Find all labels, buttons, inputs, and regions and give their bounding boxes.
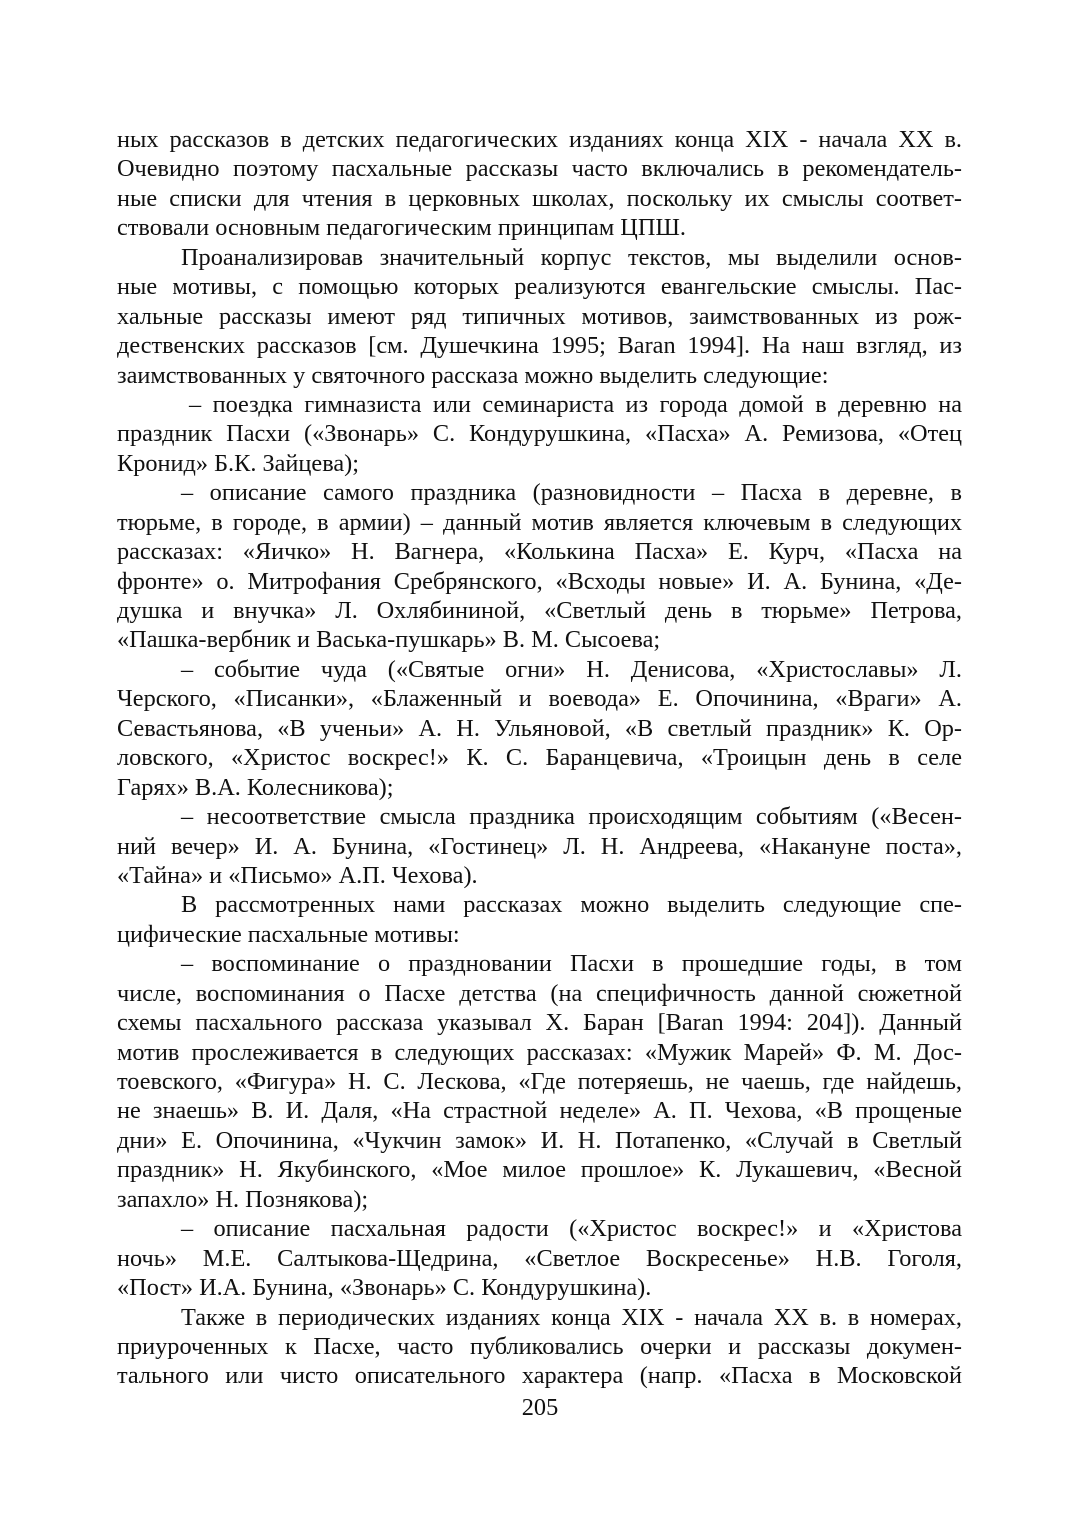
- text-line: – воспоминание о праздновании Пасхи в прошедшие годы, в том: [181, 950, 962, 978]
- text-line: схемы пасхального рассказа указывал Х. Баран [Baran 1994: 204]). Данный: [117, 1009, 962, 1037]
- text-line: не знаешь» В. И. Даля, «На страстной неделе» А. П. Чехова, «В прощеные: [117, 1097, 962, 1125]
- text-line: – описание самого праздника (разновидности – Пасха в деревне, в: [181, 479, 962, 507]
- text-line: дни» Е. Опочинина, «Чукчин замок» И. Н. Потапенко, «Случай в Светлый: [117, 1126, 962, 1154]
- text-line: мотив прослеживается в следующих рассказах: «Мужик Марей» Ф. М. Дос-: [117, 1038, 962, 1066]
- text-line: – поездка гимназиста или семинариста из города домой в деревню на: [189, 390, 962, 418]
- text-line: праздник» Н. Якубинского, «Мое милое прошлое» К. Лукашевич, «Весной: [117, 1156, 962, 1184]
- text-line: ний вечер» И. А. Бунина, «Гостинец» Л. Н. Андреева, «Накануне поста»,: [117, 832, 962, 860]
- text-line: Севастьянова, «В ученьи» А. Н. Ульяновой, «В светлый праздник» К. Ор-: [117, 714, 962, 742]
- text-line: «Пост» И.А. Бунина, «Звонарь» С. Кондурушкина).: [117, 1274, 652, 1302]
- text-line: Черского, «Писанки», «Блаженный и воевода» Е. Опочинина, «Враги» А.: [117, 685, 962, 713]
- text-line: Гарях» В.А. Колесникова);: [117, 773, 394, 801]
- text-line: – описание пасхальная радости («Христос воскрес!» и «Христова: [181, 1215, 962, 1243]
- text-line: Кронид» Б.К. Зайцева);: [117, 449, 359, 477]
- text-line: «Пашка-вербник и Васька-пушкарь» В. М. Сысоева;: [117, 626, 661, 654]
- text-line: Проанализировав значительный корпус текстов, мы выделили основ-: [181, 243, 962, 271]
- text-line: тального или чисто описательного характера (напр. «Пасха в Московской: [117, 1362, 962, 1390]
- text-line: рассказах: «Яичко» Н. Вагнера, «Колькина Пасха» Е. Курч, «Пасха на: [117, 538, 962, 566]
- text-line: ствовали основным педагогическим принципам ЦПШ.: [117, 214, 686, 242]
- text-line: – несоответствие смысла праздника происходящим событиям («Весен-: [181, 803, 962, 831]
- text-line: ные списки для чтения в церковных школах, поскольку их смыслы соответ-: [117, 184, 962, 212]
- text-line: запахло» Н. Познякова);: [117, 1185, 369, 1213]
- text-line: ных рассказов в детских педагогических изданиях конца XIX - начала XX в.: [117, 126, 962, 153]
- text-line: тоевского, «Фигура» Н. С. Лескова, «Где потеряешь, не чаешь, где найдешь,: [117, 1068, 962, 1095]
- text-line: «Тайна» и «Письмо» А.П. Чехова).: [117, 861, 478, 889]
- page-body: [117, 125, 962, 1391]
- text-line: цифические пасхальные мотивы:: [117, 920, 460, 948]
- text-line: Очевидно поэтому пасхальные рассказы часто включались в рекомендатель-: [117, 155, 962, 183]
- text-line: душка и внучка» Л. Охлябининой, «Светлый день в тюрьме» Петрова,: [117, 597, 962, 624]
- text-line: ночь» М.Е. Салтыкова-Щедрина, «Светлое Воскресенье» Н.В. Гоголя,: [117, 1244, 962, 1272]
- text-line: Также в периодических изданиях конца XIX - начала XX в. в номерах,: [181, 1303, 962, 1331]
- text-line: дественских рассказов [см. Душечкина 1995; Baran 1994]. На наш взгляд, из: [117, 332, 962, 360]
- text-line: ные мотивы, с помощью которых реализуются евангельские смыслы. Пас-: [117, 273, 962, 301]
- text-line: фронте» о. Митрофания Сребрянского, «Всходы новые» И. А. Бунина, «Де-: [117, 567, 962, 595]
- text-line: праздник Пасхи («Звонарь» С. Кондурушкина, «Пасха» А. Ремизова, «Отец: [117, 420, 962, 448]
- text-line: числе, воспоминания о Пасхе детства (на специфичность данной сюжетной: [117, 979, 962, 1007]
- text-line: тюрьме, в городе, в армии) – данный мотив является ключевым в следующих: [117, 508, 962, 536]
- page-number: 205: [521, 1394, 559, 1421]
- text-line: В рассмотренных нами рассказах можно выделить следующие спе-: [181, 891, 962, 919]
- text-line: хальные рассказы имеют ряд типичных мотивов, заимствованных из рож-: [117, 302, 962, 330]
- text-line: приуроченных к Пасхе, часто публиковались очерки и рассказы докумен-: [117, 1332, 962, 1360]
- text-line: ловского, «Христос воскрес!» К. С. Баранцевича, «Троицын день в селе: [117, 744, 962, 772]
- text-line: – событие чуда («Святые огни» Н. Денисова, «Христославы» Л.: [181, 655, 962, 683]
- text-line: заимствованных у святочного рассказа можно выделить следующие:: [117, 361, 829, 389]
